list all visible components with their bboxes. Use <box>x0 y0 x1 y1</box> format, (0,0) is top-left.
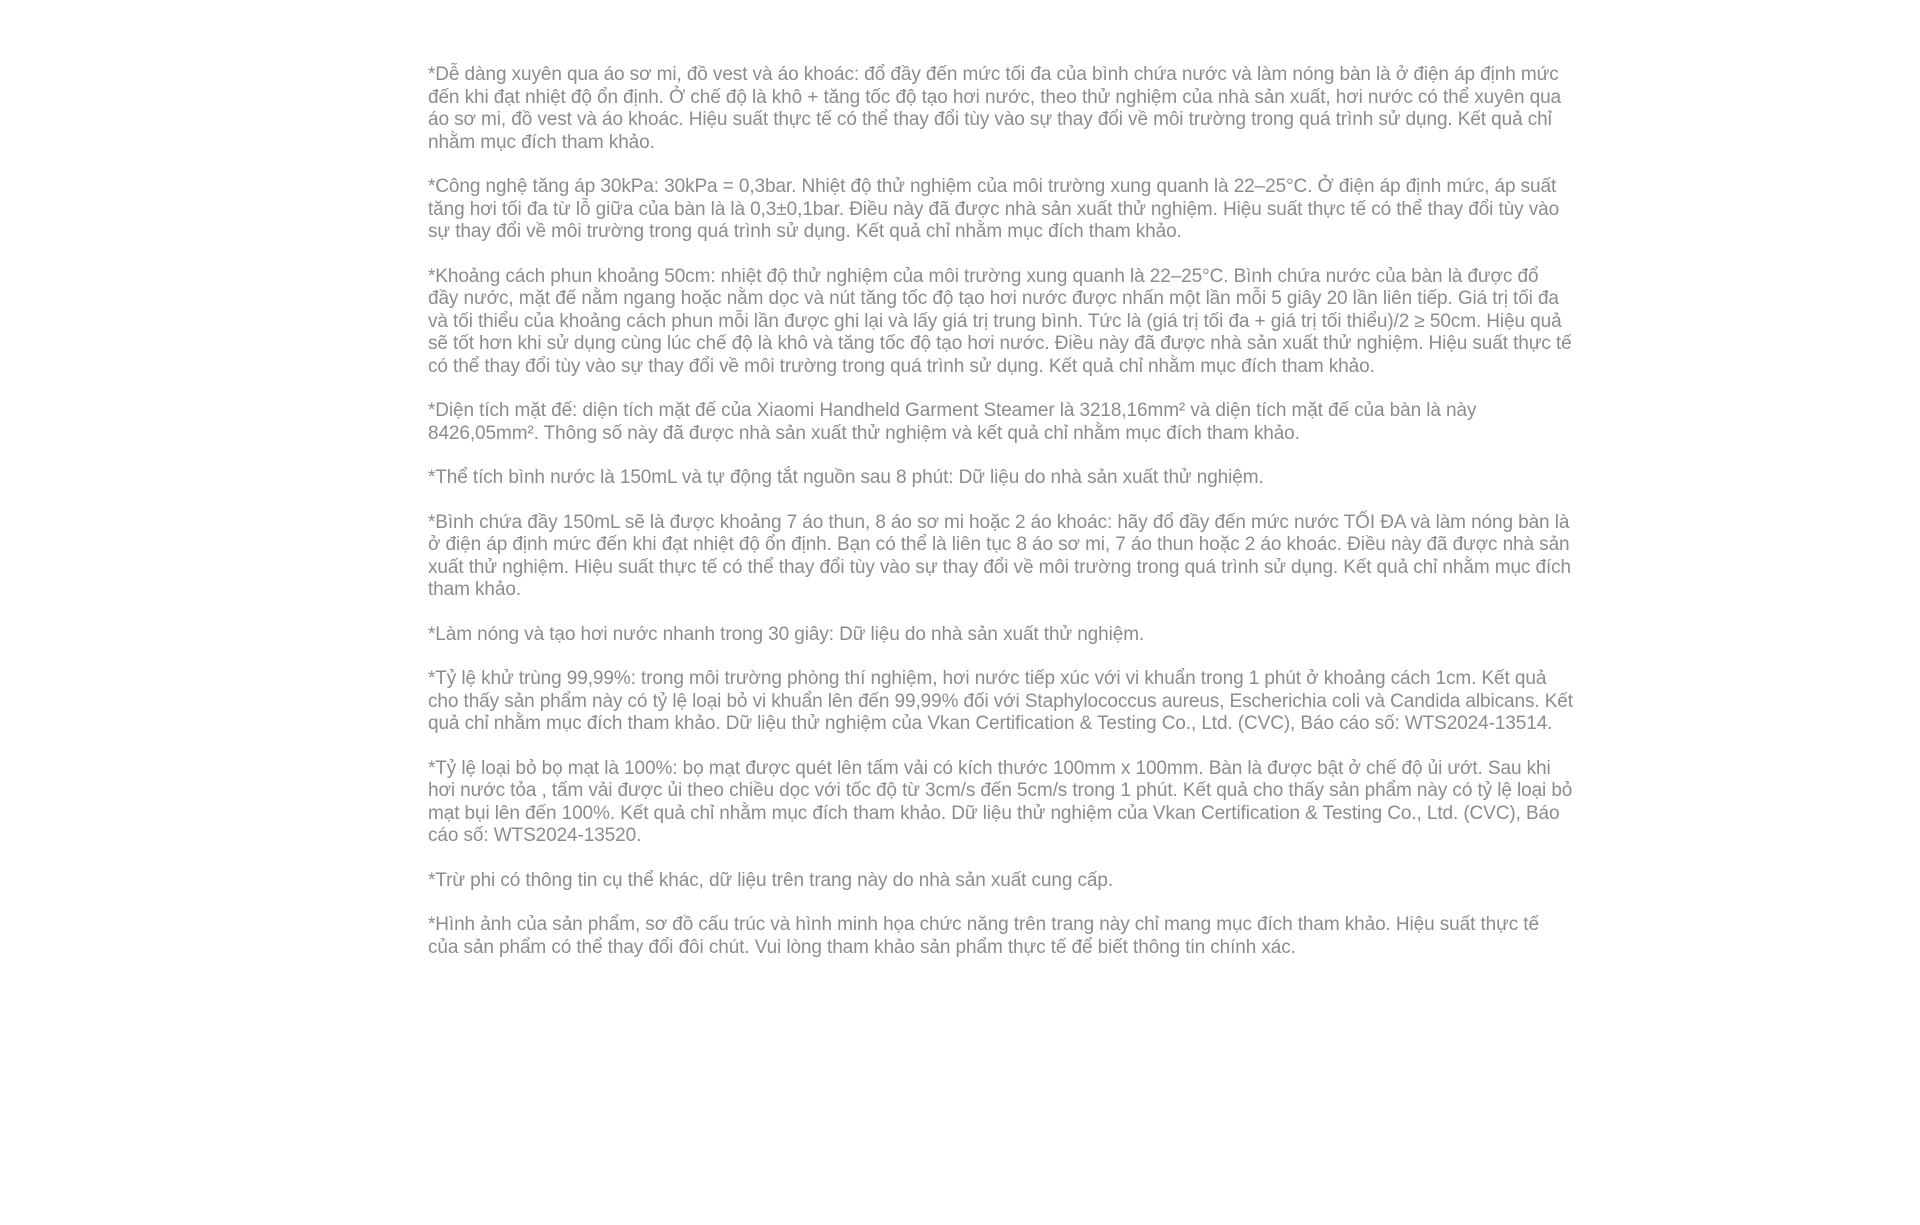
footnote-full-tank-capacity: *Bình chứa đầy 150mL sẽ là được khoảng 7 áo thun, 8 áo sơ mi hoặc 2 áo khoác: hãy đổ đầy đến mức nước TỐI ĐA và làm nóng bàn là ở điện áp định mức đến khi đạt nhiệt độ ổn định. Bạn có thể là liên tục 8 áo sơ mi, 7 áo thun hoặc 2 áo khoác. Điều này đã được nhà sản xuất thử nghiệm. Hiệu suất thực tế có thể thay đổi tùy vào sự thay đổi về môi trường trong quá trình sử dụng. Kết quả chỉ nhằm mục đích tham khảo. <box>428 511 1572 600</box>
footnote-water-tank-auto-off: *Thể tích bình nước là 150mL và tự động tắt nguồn sau 8 phút: Dữ liệu do nhà sản xuất thử nghiệm. <box>428 467 1264 488</box>
footnote-spray-distance: *Khoảng cách phun khoảng 50cm: nhiệt độ thử nghiệm của môi trường xung quanh là 22–25°C. Bình chứa nước của bàn là được đổ đầy nước, mặt đế nằm ngang hoặc nằm dọc và nút tăng tốc độ tạo hơi nước được nhấn một lần mỗi 5 giây 20 lần liên tiếp. Giá trị tối đa và tối thiểu của khoảng cách phun mỗi lần được ghi lại và lấy giá trị trung bình. Tức là (giá trị tối đa + giá trị tối thiểu)/2 ≥ 50cm. Hiệu quả sẽ tốt hơn khi sử dụng cùng lúc chế độ là khô và tăng tốc độ tạo hơi nước. Điều này đã được nhà sản xuất thử nghiệm. Hiệu suất thực tế có thể thay đổi tùy vào sự thay đổi về môi trường trong quá trình sử dụng. Kết quả chỉ nhằm mục đích tham khảo. <box>428 265 1572 377</box>
footnote-mite-removal-rate: *Tỷ lệ loại bỏ bọ mạt là 100%: bọ mạt được quét lên tấm vải có kích thước 100mm x 100mm. Bàn là được bật ở chế độ ủi ướt. Sau khi hơi nước tỏa , tấm vải được ủi theo chiều dọc với tốc độ từ 3cm/s đến 5cm/s trong 1 phút. Kết quả cho thấy sản phẩm này có tỷ lệ loại bỏ mạt bụi lên đến 100%. Kết quả chỉ nhằm mục đích tham khảo. Dữ liệu thử nghiệm của Vkan Certification & Testing Co., Ltd. (CVC), Báo cáo số: WTS2024-13520. <box>428 757 1573 846</box>
footnote-fast-heating: *Làm nóng và tạo hơi nước nhanh trong 30 giây: Dữ liệu do nhà sản xuất thử nghiệm. <box>428 623 1145 645</box>
footnotes-section <box>428 64 1573 981</box>
footnote-pressure-boost: *Công nghệ tăng áp 30kPa: 30kPa = 0,3bar. Nhiệt độ thử nghiệm của môi trường xung quanh là 22–25°C. Ở điện áp định mức, áp suất tăng hơi tối đa từ lỗ giữa của bàn là là 0,3±0,1bar. Điều này đã được nhà sản xuất thử nghiệm. Hiệu suất thực tế có thể thay đổi tùy vào sự thay đổi về môi trường trong quá trình sử dụng. Kết quả chỉ nhằm mục đích tham khảo. <box>428 176 1560 242</box>
footnote-soleplate-area: *Diện tích mặt đế: diện tích mặt đế của Xiaomi Handheld Garment Steamer là 3218,16mm² và diện tích mặt đế của bàn là này 8426,05mm². Thông số này đã được nhà sản xuất thử nghiệm và kết quả chỉ nhằm mục đích tham khảo. <box>428 400 1477 444</box>
footnote-sterilization-rate: *Tỷ lệ khử trùng 99,99%: trong môi trường phòng thí nghiệm, hơi nước tiếp xúc với vi khuẩn trong 1 phút ở khoảng cách 1cm. Kết quả cho thấy sản phẩm này có tỷ lệ loại bỏ vi khuẩn lên đến 99,99% đối với Staphylococcus aureus, Escherichia coli và Candida albicans. Kết quả chỉ nhằm mục đích tham khảo. Dữ liệu thử nghiệm của Vkan Certification & Testing Co., Ltd. (CVC), Báo cáo số: WTS2024-13514. <box>428 668 1573 734</box>
footnote-image-disclaimer: *Hình ảnh của sản phẩm, sơ đồ cấu trúc và hình minh họa chức năng trên trang này chỉ mang mục đích tham khảo. Hiệu suất thực tế của sản phẩm có thể thay đổi đôi chút. Vui lòng tham khảo sản phẩm thực tế để biết thông tin chính xác. <box>428 914 1539 958</box>
footnote-garment-penetration: *Dễ dàng xuyên qua áo sơ mi, đồ vest và áo khoác: đổ đầy đến mức tối đa của bình chứa nước và làm nóng bàn là ở điện áp định mức đến khi đạt nhiệt độ ổn định. Ở chế độ là khô + tăng tốc độ tạo hơi nước, theo thử nghiệm của nhà sản xuất, hơi nước có thể xuyên qua áo sơ mi, đồ vest và áo khoác. Hiệu suất thực tế có thể thay đổi tùy vào sự thay đổi về môi trường trong quá trình sử dụng. Kết quả chỉ nhằm mục đích tham khảo. <box>428 64 1562 153</box>
footnote-data-source: *Trừ phi có thông tin cụ thể khác, dữ liệu trên trang này do nhà sản xuất cung cấp. <box>428 869 1114 891</box>
